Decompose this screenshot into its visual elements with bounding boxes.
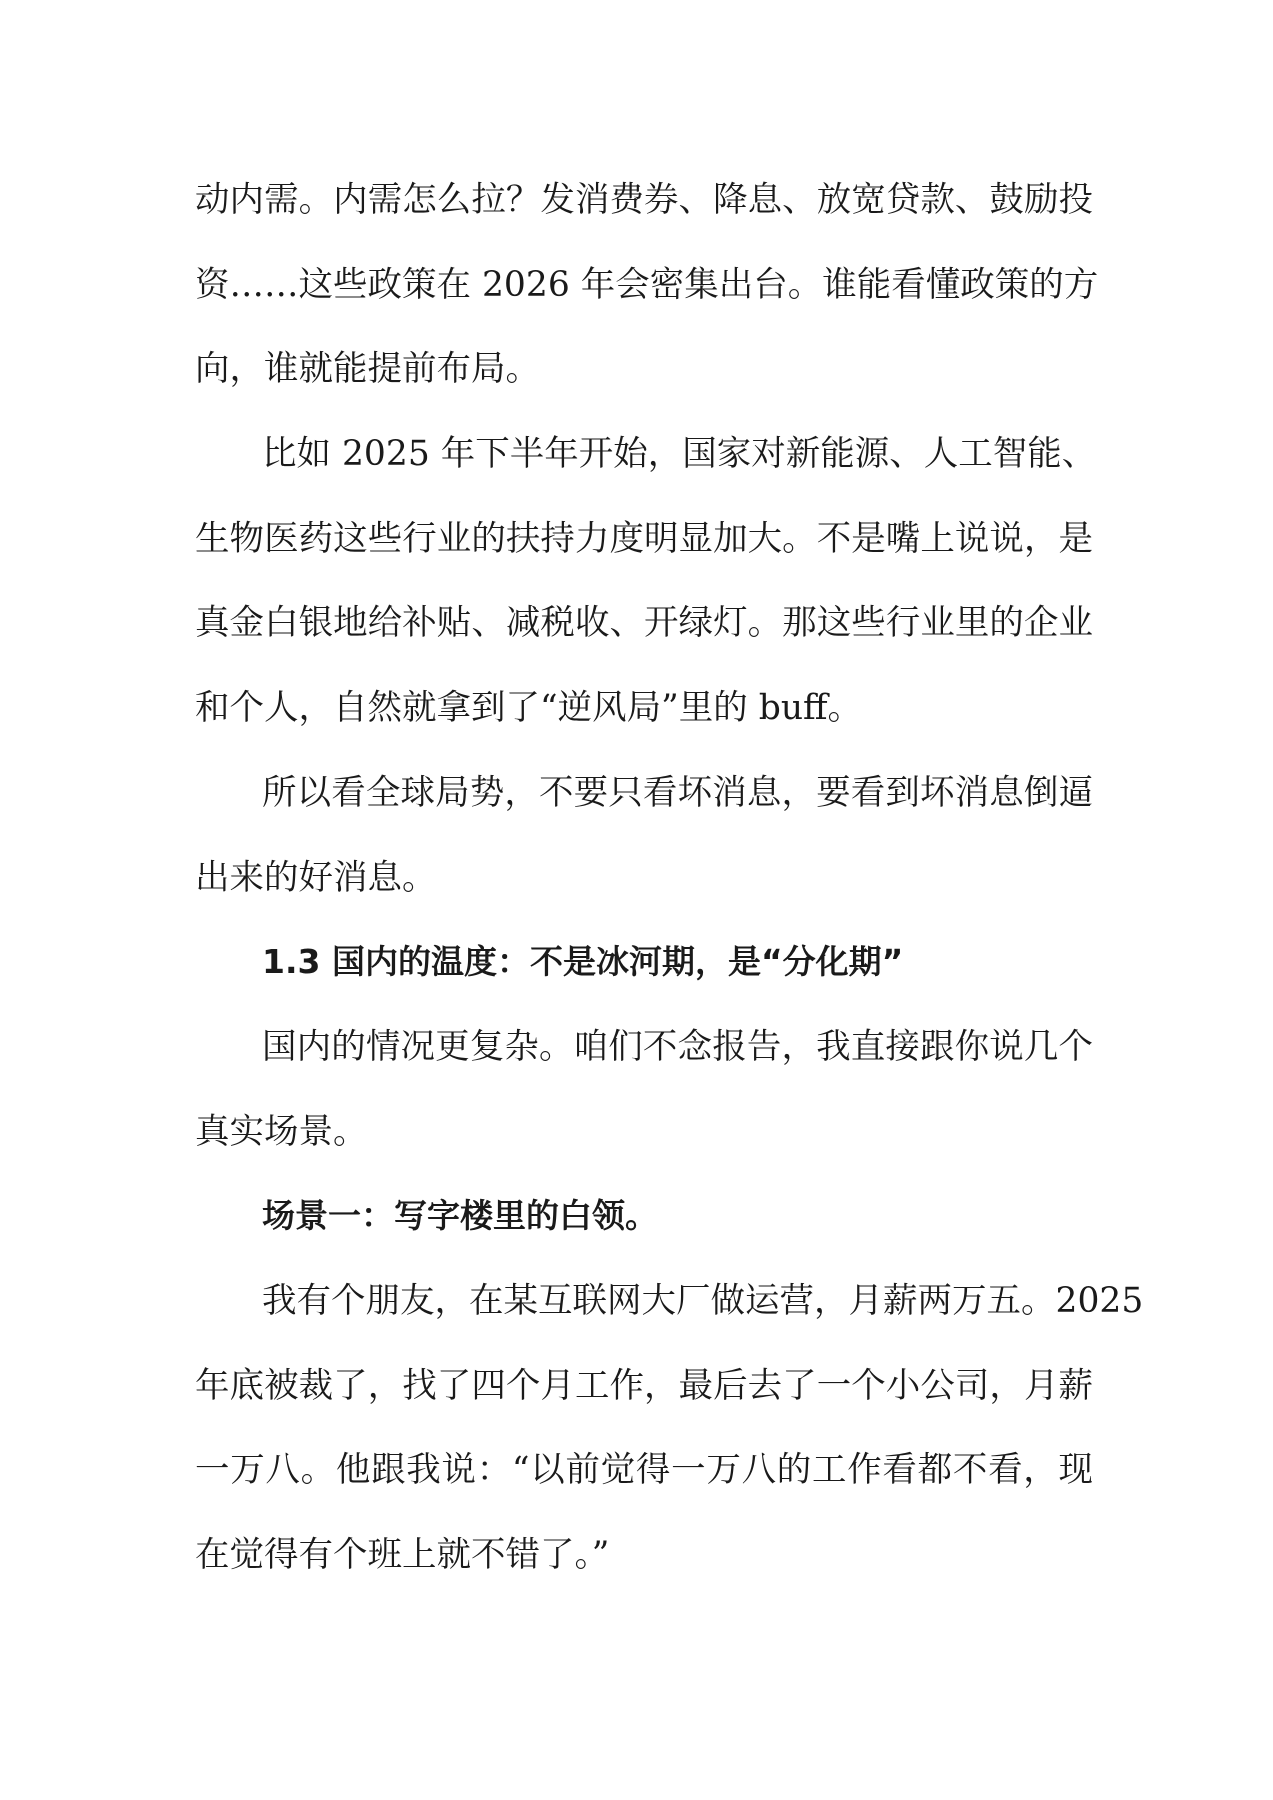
text-line: 资……这些政策在 2026 年会密集出台。谁能看懂政策的方 bbox=[195, 264, 1099, 305]
text-line: 动内需。内需怎么拉？发消费券、降息、放宽贷款、鼓励投 bbox=[195, 180, 1093, 220]
text-line: 我有个朋友，在某互联网大厂做运营，月薪两万五。2025 bbox=[262, 1280, 1144, 1321]
text-line: 所以看全球局势，不要只看坏消息，要看到坏消息倒逼 bbox=[262, 772, 1093, 813]
text-line: 在觉得有个班上就不错了。” bbox=[195, 1535, 610, 1575]
text-line: 比如 2025 年下半年开始，国家对新能源、人工智能、 bbox=[262, 434, 1097, 475]
text-line: 真金白银地给补贴、减税收、开绿灯。那这些行业里的企业 bbox=[195, 603, 1093, 644]
text-line: 生物医药这些行业的扶持力度明显加大。不是嘴上说说，是 bbox=[195, 518, 1093, 559]
section-heading: 场景一：写字楼里的白领。 bbox=[262, 1196, 658, 1236]
text-line: 真实场景。 bbox=[195, 1111, 368, 1152]
text-line: 国内的情况更复杂。咱们不念报告，我直接跟你说几个 bbox=[262, 1026, 1093, 1067]
text-line: 和个人，自然就拿到了“逆风局”里的 buff。 bbox=[195, 688, 863, 729]
text-line: 一万八。他跟我说：“以前觉得一万八的工作看都不看，现 bbox=[195, 1450, 1093, 1491]
section-heading: 1.3 国内的温度：不是冰河期，是“分化期” bbox=[262, 942, 904, 982]
text-line: 年底被裁了，找了四个月工作，最后去了一个小公司，月薪 bbox=[195, 1365, 1093, 1406]
text-line: 出来的好消息。 bbox=[195, 857, 437, 898]
text-line: 向，谁就能提前布局。 bbox=[195, 349, 540, 390]
document-body bbox=[195, 158, 1144, 1598]
